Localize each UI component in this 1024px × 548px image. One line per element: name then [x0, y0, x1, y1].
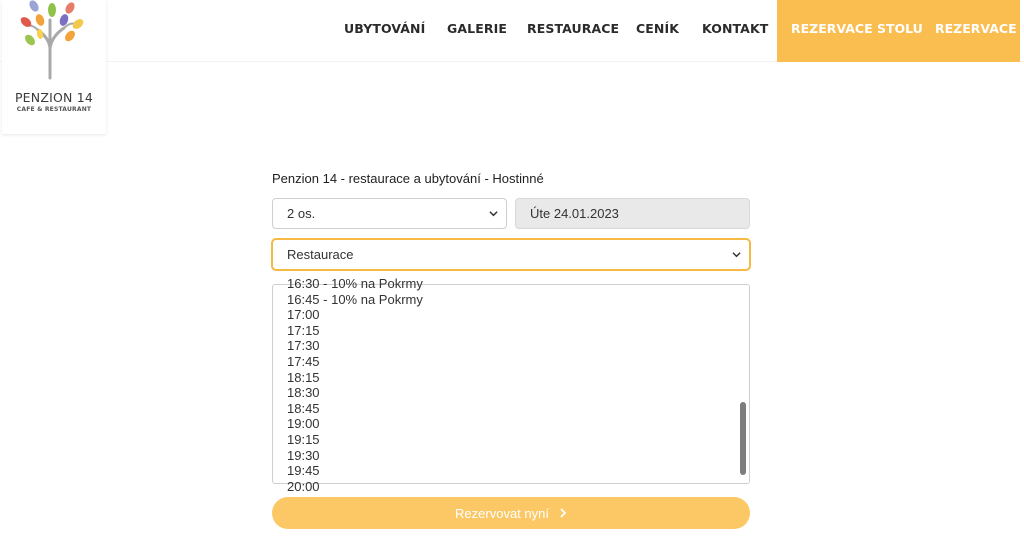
venue-value: Restaurace	[287, 247, 354, 262]
time-option[interactable]: 16:45 - 10% na Pokrmy	[287, 291, 423, 307]
venue-select[interactable]	[272, 239, 750, 270]
time-option[interactable]: 18:30	[287, 385, 320, 401]
nav-item-accommodation[interactable]: UBYTOVÁNÍ	[344, 21, 426, 36]
time-option[interactable]: 17:15	[287, 322, 320, 338]
nav-item-restaurant[interactable]: RESTAURACE	[527, 21, 620, 36]
chevron-right-icon	[559, 508, 567, 518]
time-option[interactable]: 19:30	[287, 447, 320, 463]
time-option[interactable]: 18:45	[287, 400, 320, 416]
time-list[interactable]	[272, 276, 750, 494]
nav-item-table-reservation[interactable]: REZERVACE STOLU	[791, 21, 923, 36]
time-option[interactable]: 18:15	[287, 369, 320, 385]
time-option[interactable]: 19:15	[287, 431, 320, 447]
persons-value: 2 os.	[287, 206, 316, 221]
persons-select[interactable]	[272, 198, 507, 229]
date-value: Úte 24.01.2023	[530, 206, 619, 221]
nav-cta-area	[777, 0, 1020, 62]
time-option[interactable]: 19:45	[287, 463, 320, 479]
date-field[interactable]	[515, 198, 750, 229]
time-option[interactable]: 17:30	[287, 338, 320, 354]
logo-tagline: CAFE & RESTAURANT	[16, 106, 92, 113]
time-list-items	[273, 276, 749, 494]
chevron-down-icon	[732, 250, 741, 259]
form-title: Penzion 14 - restaurace a ubytování - Hostinné	[272, 171, 544, 186]
logo-name: PENZION 14	[14, 90, 94, 105]
site-header	[0, 0, 1024, 113]
nav-item-reservation[interactable]: REZERVACE	[935, 21, 1017, 36]
reserve-now-label: Rezervovat nyní	[455, 505, 549, 521]
nav-item-contact[interactable]: KONTAKT	[702, 21, 769, 36]
time-option[interactable]: 16:30 - 10% na Pokrmy	[287, 276, 423, 291]
time-option[interactable]: 17:45	[287, 353, 320, 369]
logo[interactable]	[2, 0, 106, 134]
time-option[interactable]: 17:00	[287, 307, 320, 323]
reserve-now-button[interactable]	[272, 497, 750, 529]
nav-item-gallery[interactable]: GALERIE	[447, 21, 507, 36]
tree-logo-icon	[12, 0, 92, 80]
chevron-down-icon	[489, 209, 498, 218]
time-option[interactable]: 19:00	[287, 416, 320, 432]
nav-item-pricelist[interactable]: CENÍK	[636, 21, 680, 36]
scrollbar-thumb[interactable]	[740, 402, 746, 475]
time-option[interactable]: 20:00	[287, 478, 320, 494]
